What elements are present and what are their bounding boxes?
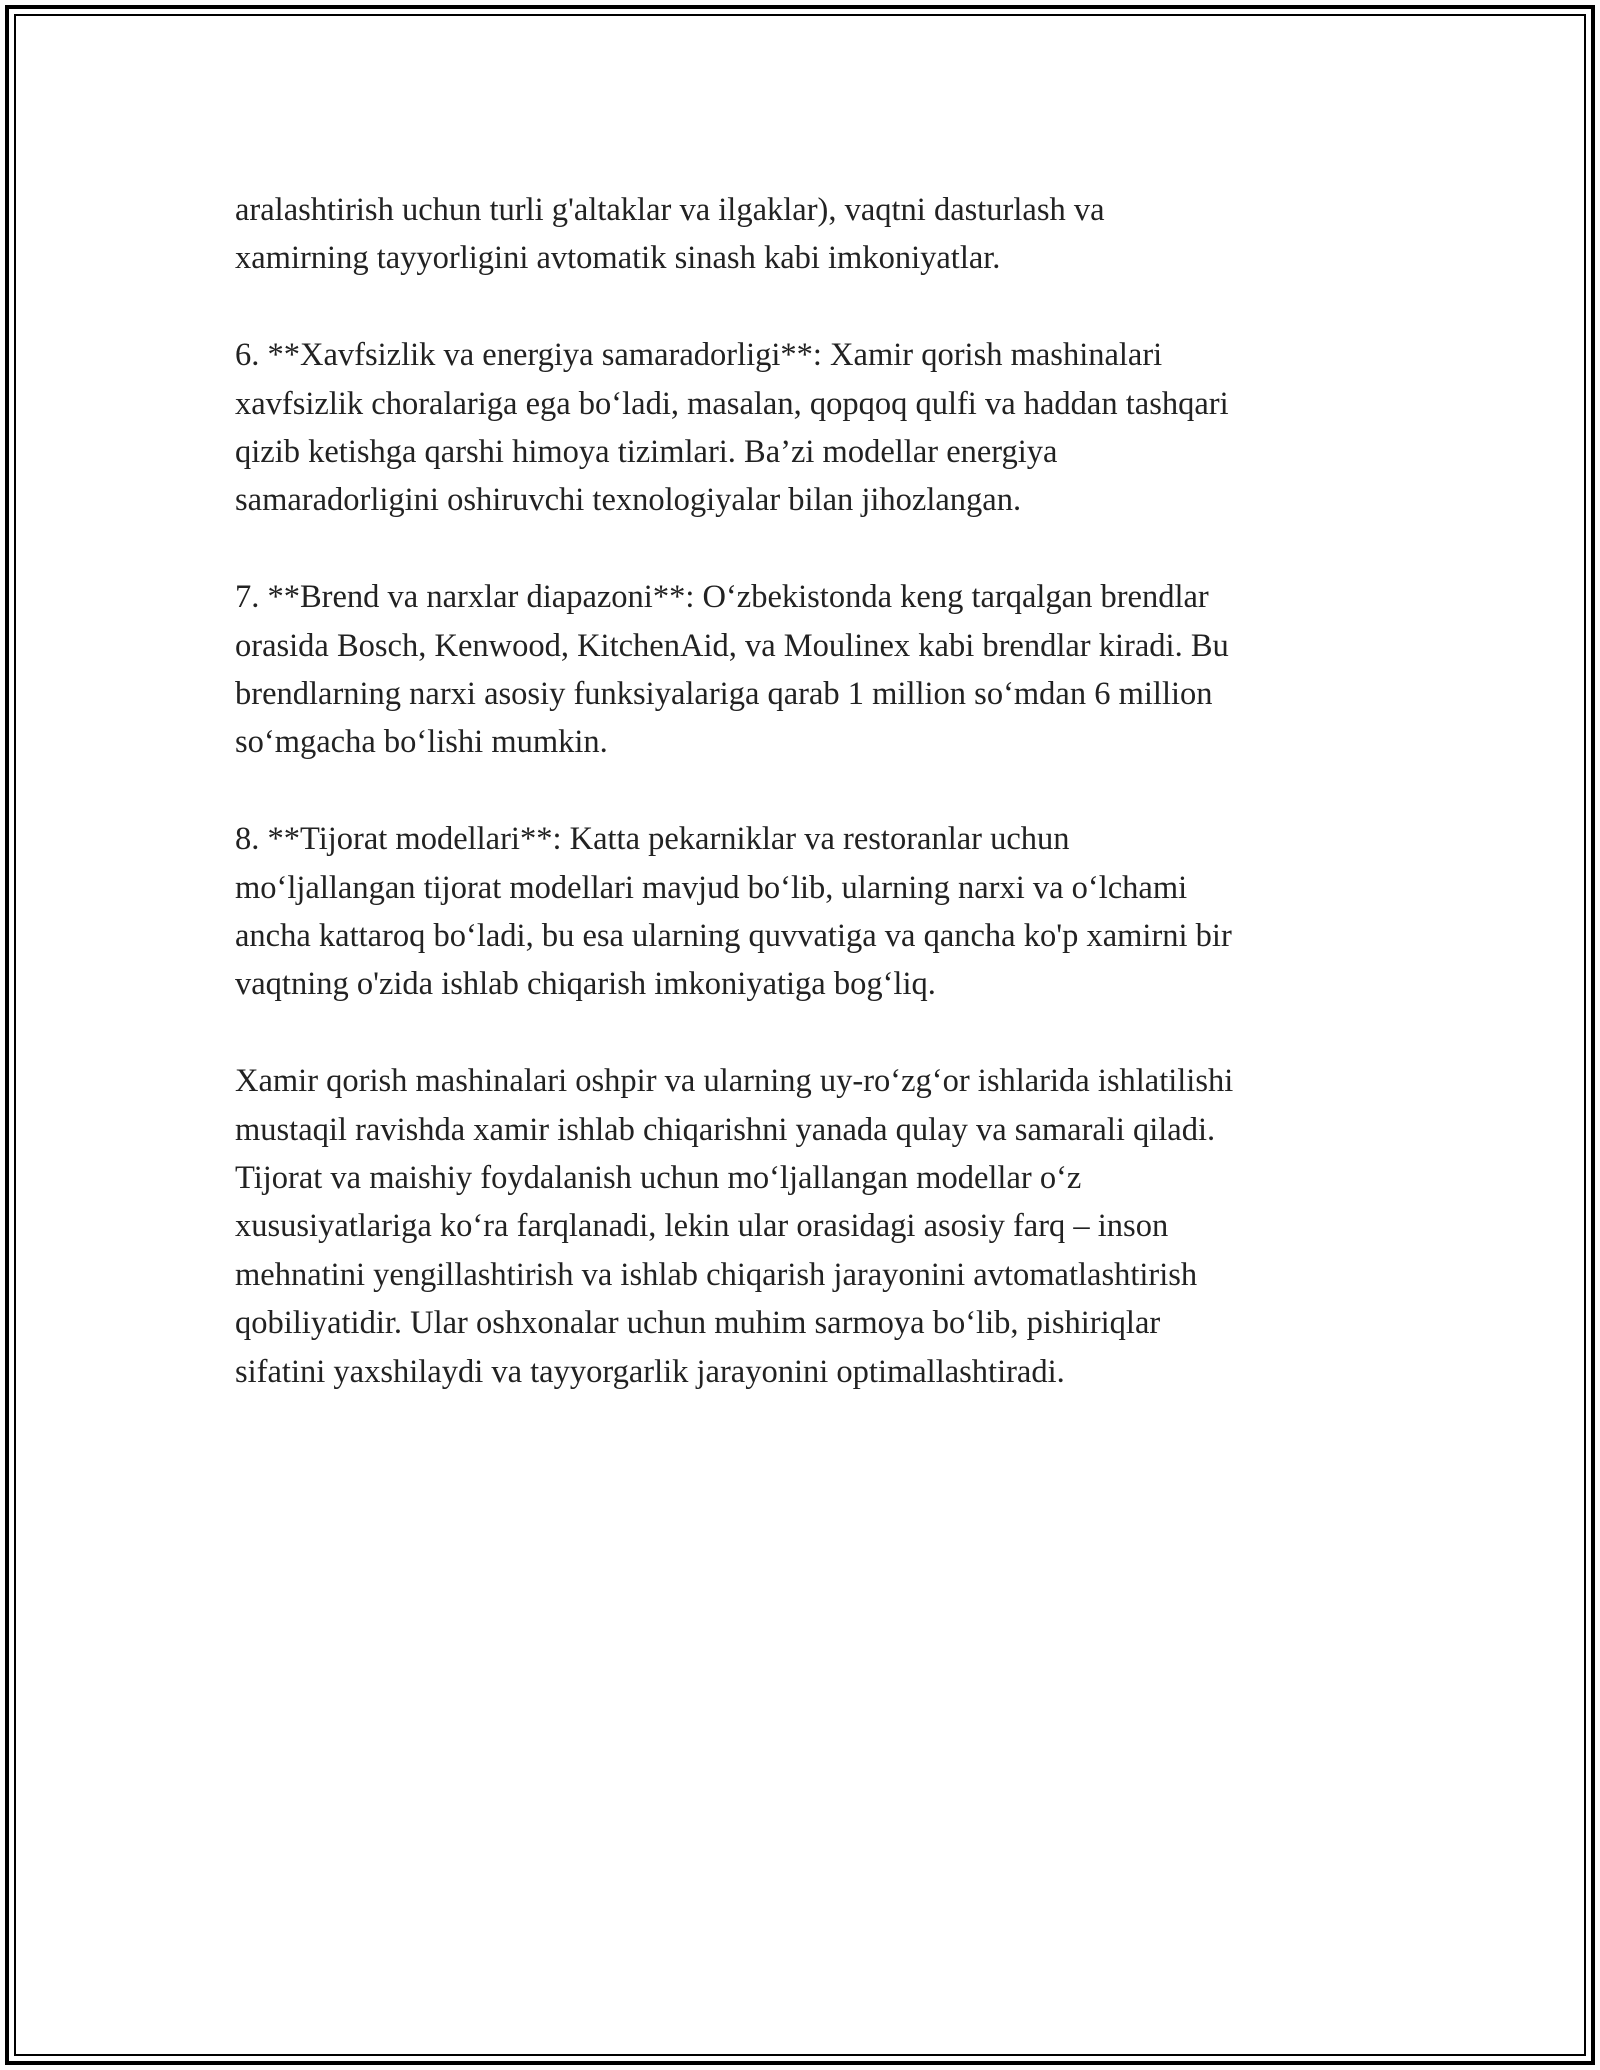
document-body: [235, 186, 1370, 1396]
paragraph-item-6-safety-energy: 6. **Xavfsizlik va energiya samaradorligi**: Xamir qorish mashinalari xavfsizlik choralariga ega bo‘ladi, masalan, qopqoq qulfi va haddan tashqari qizib ketishga qarshi himoya tizimlari. Ba’zi modellar energiya samaradorligini oshiruvchi texnologiyalar bilan jihozlangan.: [235, 337, 1229, 519]
paragraph-conclusion: Xamir qorish mashinalari oshpir va ularning uy-ro‘zg‘or ishlarida ishlatilishi mustaqil ravishda xamir ishlab chiqarishni yanada qulay va samarali qiladi. Tijorat va maishiy foydalanish uchun mo‘ljallangan modellar o‘z xususiyatlariga ko‘ra farqlanadi, lekin ular orasidagi asosiy farq – inson mehnatini yengillashtirish va ishlab chiqarish jarayonini avtomatlashtirish qobiliyatidir. Ular oshxonalar uchun muhim sarmoya bo‘lib, pishiriqlar sifatini yaxshilaydi va tayyorgarlik jarayonini optimallashtiradi.: [235, 1063, 1234, 1390]
paragraph-item-7-brands-prices: 7. **Brend va narxlar diapazoni**: O‘zbekistonda keng tarqalgan brendlar orasida Bosch, Kenwood, KitchenAid, va Moulinex kabi brendlar kiradi. Bu brendlarning narxi asosiy funksiyalariga qarab 1 million so‘mdan 6 million so‘mgacha bo‘lishi mumkin.: [235, 579, 1229, 761]
paragraph-continuation: aralashtirish uchun turli g'altaklar va ilgaklar), vaqtni dasturlash va xamirning tayyorligini avtomatik sinash kabi imkoniyatlar.: [235, 192, 1105, 277]
paragraph-item-8-commercial-models: 8. **Tijorat modellari**: Katta pekarniklar va restoranlar uchun mo‘ljallangan tijorat modellari mavjud bo‘lib, ularning narxi va o‘lchami ancha kattaroq bo‘ladi, bu esa ularning quvvatiga va qancha ko'p xamirni bir vaqtning o'zida ishlab chiqarish imkoniyatiga bog‘liq.: [235, 821, 1232, 1003]
